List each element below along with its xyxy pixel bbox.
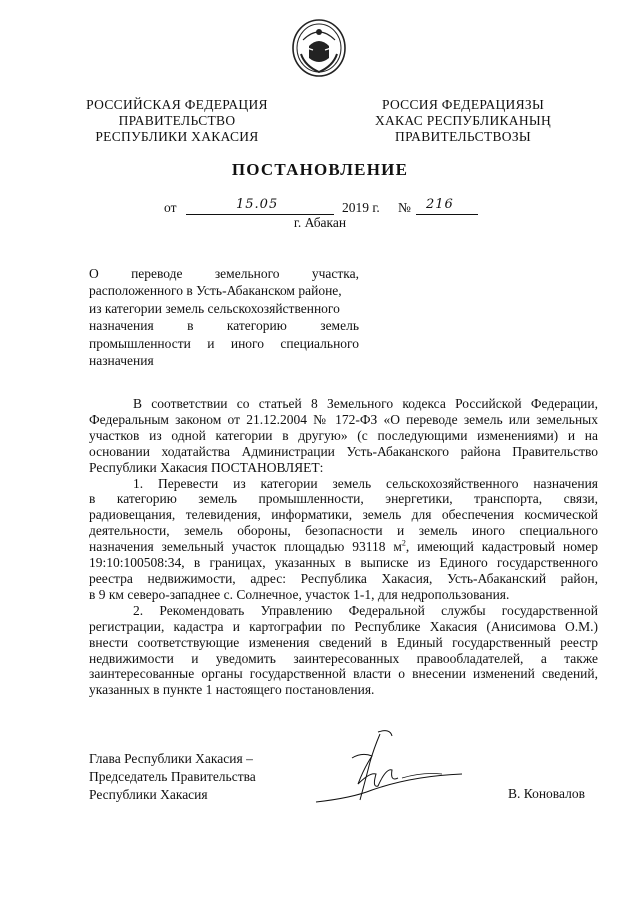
body-line: деятельности, земель обороны, безопасности и земель иного специального xyxy=(89,523,598,539)
city-label: г. Абакан xyxy=(293,215,347,230)
body-line: внести соответствующие изменения сведений в Единый государственный реестр xyxy=(89,634,598,650)
subject-line: расположенного в Усть-Абаканском районе, xyxy=(89,283,342,299)
header-left-line: РОССИЙСКАЯ ФЕДЕРАЦИЯ xyxy=(86,97,268,112)
signatory-name: В. Коновалов xyxy=(508,786,585,801)
body-line: недвижимости и уведомить заинтересованных правообладателей, а также xyxy=(89,650,598,666)
signatory-title-line: Республики Хакасия xyxy=(89,787,208,802)
year-label: 2019 г. xyxy=(342,200,380,215)
subject-line: промышленности и иного специального xyxy=(89,335,359,351)
signatory-title-line: Председатель Правительства xyxy=(89,769,256,784)
header-right-line: РОССИЯ ФЕДЕРАЦИЯЗЫ xyxy=(381,97,545,112)
body-line: 19:10:100508:34, в границах, указанных в выписке из Единого государственного xyxy=(89,555,598,571)
body-line: реестра недвижимости, адрес: Республика Хакасия, Усть-Абаканский район, xyxy=(89,570,598,586)
body-line: В соответствии со статьей 8 Земельного кодекса Российской Федерации, xyxy=(133,396,598,411)
header-right xyxy=(368,97,558,145)
signatory-title xyxy=(89,750,289,804)
handwritten-signature xyxy=(312,728,472,808)
body-line-text: назначения земельный участок площадью 93118 м xyxy=(89,539,402,555)
header-right-line: ХАКАС РЕСПУБЛИКАНЫҢ xyxy=(374,113,552,128)
body-line: регистрации, кадастра и картографии по Республике Хакасия (Анисимова О.М.) xyxy=(89,618,598,634)
body-line xyxy=(89,539,598,555)
handwritten-number: 216 xyxy=(426,197,454,212)
date-prefix: от xyxy=(164,200,177,215)
superscript: 2 xyxy=(401,538,406,548)
body-line: радиовещания, телевидения, информатики, земель для обеспечения космической xyxy=(89,507,598,523)
number-sign: № xyxy=(398,200,411,215)
body-line: в категорию земель промышленности, энергетики, транспорта, связи, xyxy=(89,491,598,507)
handwritten-date: 15.05 xyxy=(236,197,279,212)
body-line: в 9 км северо-западнее с. Солнечное, участок 1-1, для недропользования. xyxy=(89,586,510,602)
subject-line: назначения xyxy=(89,353,154,369)
body-line: Федеральным законом от 21.12.2004 № 172-ФЗ «О переводе земель или земельных xyxy=(89,411,598,427)
header-left xyxy=(82,97,272,145)
body-line: 1. Перевести из категории земель сельскохозяйственного назначения xyxy=(133,475,598,491)
header-left-line: РЕСПУБЛИКИ ХАКАСИЯ xyxy=(95,129,259,144)
header-right-line: ПРАВИТЕЛЬСТВОЗЫ xyxy=(395,129,531,144)
subject-block xyxy=(89,265,359,369)
header-left-line: ПРАВИТЕЛЬСТВО xyxy=(118,113,236,128)
body-line: заинтересованные органы государственной власти о внесении изменений сведений, xyxy=(89,666,598,682)
coat-of-arms-emblem xyxy=(291,18,347,78)
body-line: 2. Рекомендовать Управлению Федеральной службы государственной xyxy=(133,602,598,618)
body-line: участков из одной категории в другую» (с последующими изменениями) и на xyxy=(89,427,598,443)
body-line-tail: , имеющий кадастровый номер xyxy=(405,539,598,555)
body-line: Республики Хакасия ПОСТАНОВЛЯЕТ: xyxy=(89,459,324,475)
document-body xyxy=(89,396,598,698)
subject-line: из категории земель сельскохозяйственного xyxy=(89,300,340,316)
body-line: указанных в пункте 1 настоящего постановления. xyxy=(89,682,375,698)
subject-line: назначения в категорию земель xyxy=(89,318,359,334)
subject-line: О переводе земельного участка, xyxy=(89,266,359,281)
document-title: ПОСТАНОВЛЕНИЕ xyxy=(231,160,409,179)
body-line: основании ходатайства Администрации Усть-Абаканского района Правительство xyxy=(89,443,598,459)
signatory-title-line: Глава Республики Хакасия – xyxy=(89,751,253,766)
